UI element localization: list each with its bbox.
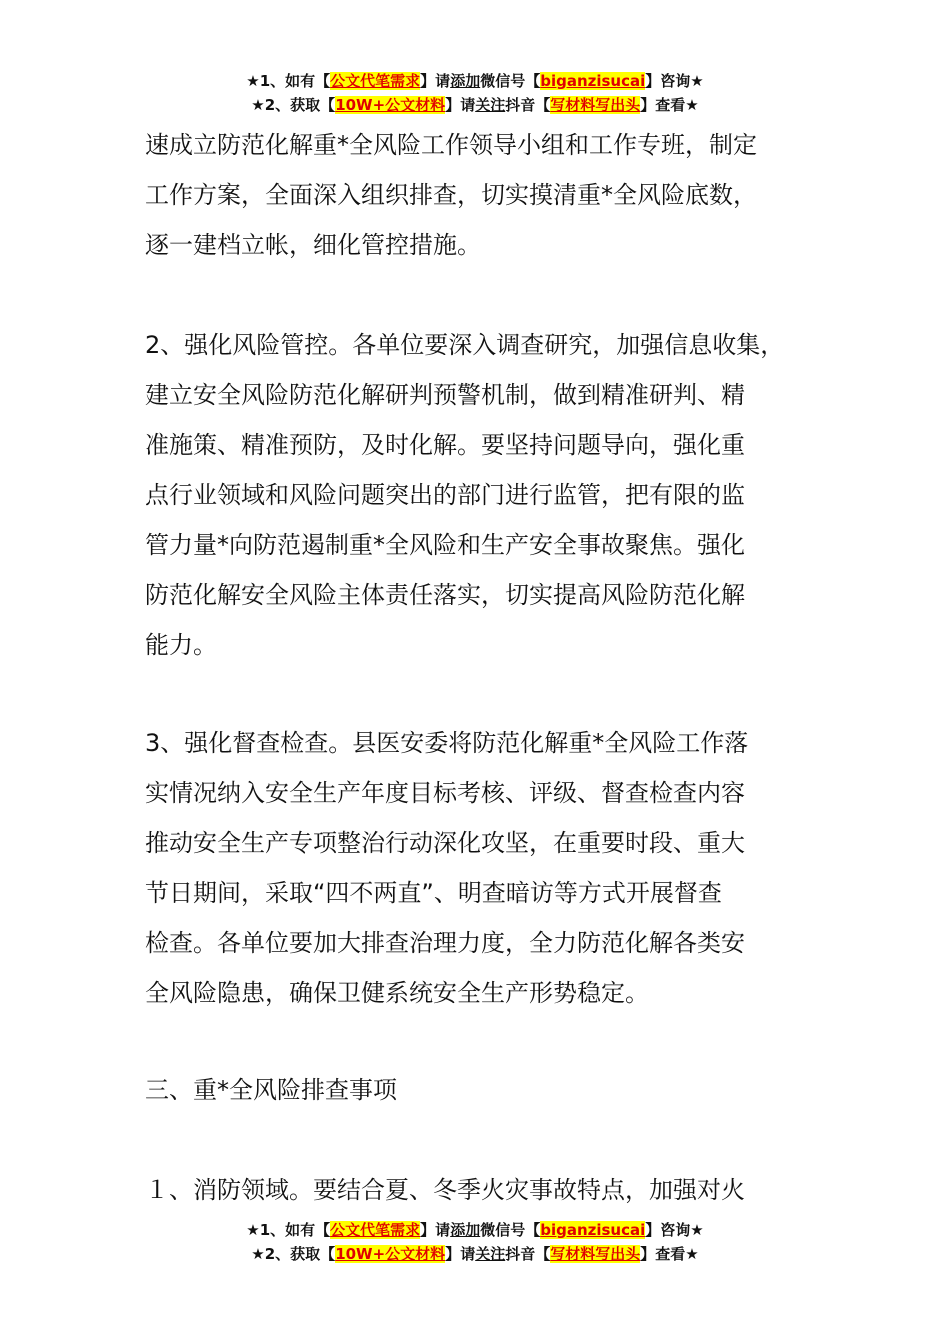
banner-text: ★1、如有【 xyxy=(246,72,331,90)
banner-highlight: 公文代笔需求 xyxy=(330,72,421,90)
text-line: 推动安全生产专项整治行动深化攻坚，在重要时段、重大 xyxy=(145,829,745,857)
text-line: 建立安全风险防范化解研判预警机制，做到精准研判、精 xyxy=(145,381,745,409)
banner-underline: 添加 xyxy=(450,1221,481,1239)
banner-highlight: 写材料写出头 xyxy=(550,96,641,114)
banner-text: 抖音【 xyxy=(505,96,551,114)
header-banner-line-1 xyxy=(0,69,950,93)
text-line: 节日期间，采取“四不两直”、明查暗访等方式开展督查 xyxy=(145,879,722,907)
text-line: １、消防领域。要结合夏、冬季火灾事故特点，加强对火 xyxy=(145,1176,745,1204)
banner-underline: 关注 xyxy=(475,96,506,114)
text-line: 全风险隐患，确保卫健系统安全生产形势稳定。 xyxy=(145,979,649,1007)
text-line: 管力量*向防范遏制重*全风险和生产安全事故聚焦。强化 xyxy=(145,531,745,559)
banner-highlight: biganzisucai xyxy=(540,1221,646,1239)
text-line: 3、强化督查检查。县医安委将防范化解重*全风险工作落 xyxy=(145,729,749,757)
text-line: 实情况纳入安全生产年度目标考核、评级、督查检查内容 xyxy=(145,779,745,807)
text-line: 能力。 xyxy=(145,631,217,659)
banner-text: 】查看★ xyxy=(640,1245,699,1263)
banner-highlight: 写材料写出头 xyxy=(550,1245,641,1263)
banner-text: 】请 xyxy=(420,72,451,90)
text-line: 速成立防范化解重*全风险工作领导小组和工作专班，制定 xyxy=(145,131,757,159)
banner-underline: 添加 xyxy=(450,72,481,90)
banner-text: 微信号【 xyxy=(480,1221,541,1239)
text-line: 准施策、精准预防，及时化解。要坚持问题导向，强化重 xyxy=(145,431,745,459)
banner-text: 】请 xyxy=(445,96,476,114)
banner-text: 微信号【 xyxy=(480,72,541,90)
banner-text: 】请 xyxy=(420,1221,451,1239)
banner-highlight: 10W+公文材料 xyxy=(335,96,446,114)
text-line: 防范化解安全风险主体责任落实，切实提高风险防范化解 xyxy=(145,581,745,609)
text-line: 2、强化风险管控。各单位要深入调查研究，加强信息收集， xyxy=(145,331,785,359)
text-line: 点行业领域和风险问题突出的部门进行监管，把有限的监 xyxy=(145,481,745,509)
text-line: 工作方案，全面深入组织排查，切实摸清重*全风险底数， xyxy=(145,181,757,209)
banner-text: ★2、获取【 xyxy=(251,96,336,114)
banner-highlight: 公文代笔需求 xyxy=(330,1221,421,1239)
banner-text: ★1、如有【 xyxy=(246,1221,331,1239)
banner-text: 】咨询★ xyxy=(645,1221,704,1239)
text-line: 逐一建档立帐，细化管控措施。 xyxy=(145,231,481,259)
banner-text: ★2、获取【 xyxy=(251,1245,336,1263)
banner-highlight: biganzisucai xyxy=(540,72,646,90)
banner-underline: 关注 xyxy=(475,1245,506,1263)
banner-text: 】查看★ xyxy=(640,96,699,114)
text-line: 检查。各单位要加大排查治理力度，全力防范化解各类安 xyxy=(145,929,745,957)
text-line: 三、重*全风险排查事项 xyxy=(145,1076,397,1104)
footer-banner-line-1 xyxy=(0,1218,950,1242)
banner-text: 抖音【 xyxy=(505,1245,551,1263)
banner-text: 】咨询★ xyxy=(645,72,704,90)
footer-banner-line-2 xyxy=(0,1242,950,1266)
banner-highlight: 10W+公文材料 xyxy=(335,1245,446,1263)
banner-text: 】请 xyxy=(445,1245,476,1263)
header-banner-line-2 xyxy=(0,93,950,117)
